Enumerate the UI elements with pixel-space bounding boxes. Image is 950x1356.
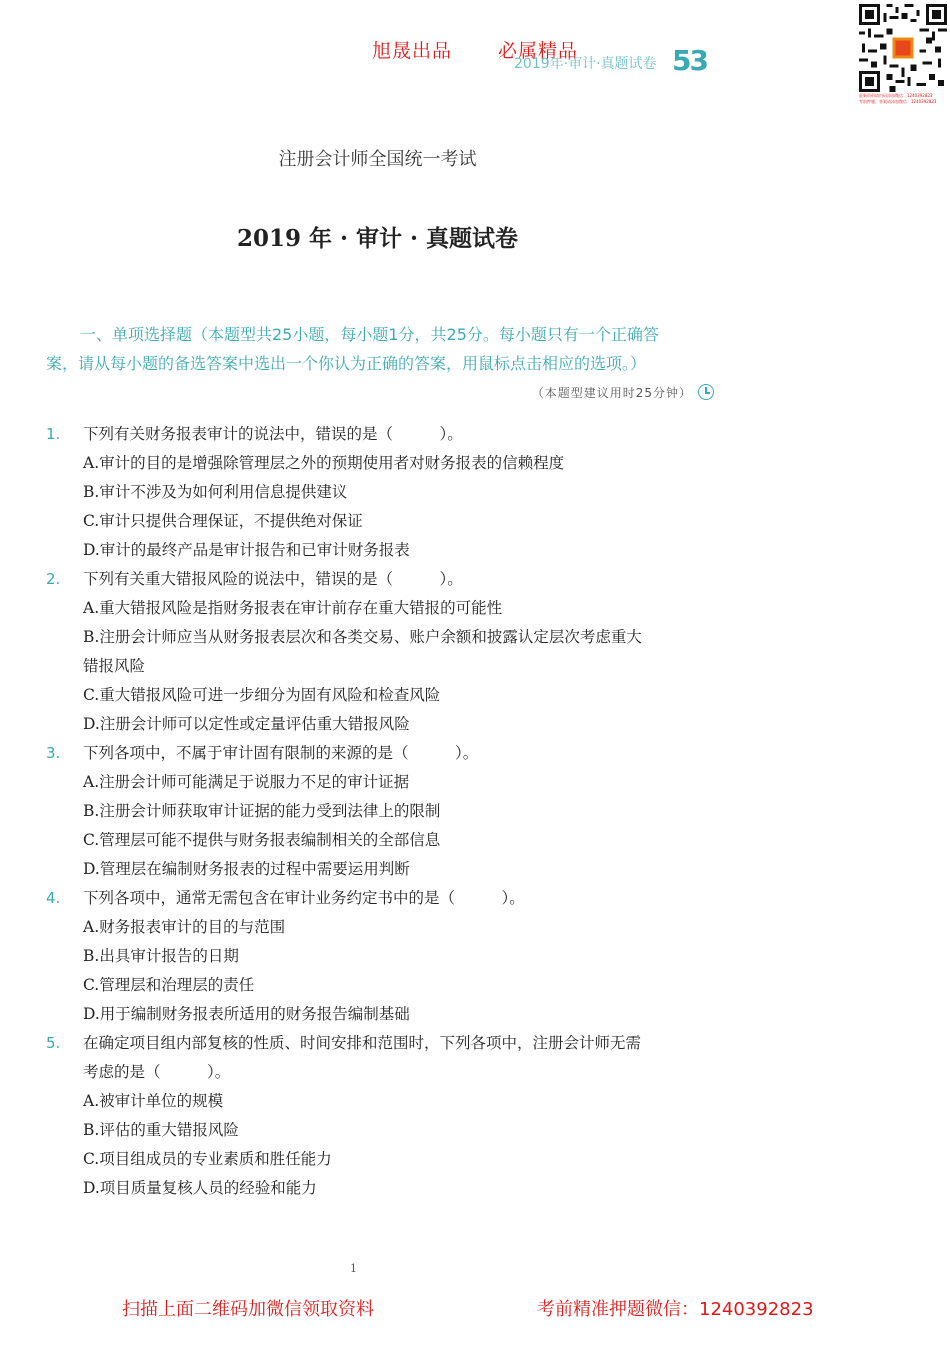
question-number: 5. <box>46 1034 61 1052</box>
answer-option[interactable]: C.审计只提供合理保证，不提供绝对保证 <box>83 512 363 530</box>
question-item <box>40 1029 720 1203</box>
answer-option[interactable]: B.注册会计师应当从财务报表层次和各类交易、账户余额和披露认定层次考虑重大 <box>83 628 642 646</box>
question-number: 4. <box>46 889 61 907</box>
question-number: 1. <box>46 425 61 443</box>
answer-option[interactable]: A.审计的目的是增强除管理层之外的预期使用者对财务报表的信赖程度 <box>83 454 565 472</box>
answer-option[interactable]: D.注册会计师可以定性或定量评估重大错报风险 <box>83 715 410 733</box>
question-stem: 在确定项目组内部复核的性质、时间安排和范围时，下列各项中，注册会计师无需 <box>83 1034 642 1052</box>
question-stem: 下列有关重大错报风险的说法中，错误的是（ ）。 <box>83 570 463 588</box>
clock-icon <box>698 384 714 400</box>
page-number: 1 <box>350 1262 357 1275</box>
question-stem: 下列有关财务报表审计的说法中，错误的是（ ）。 <box>83 425 463 443</box>
answer-option[interactable]: B.评估的重大错报风险 <box>83 1121 239 1139</box>
question-item <box>40 420 720 565</box>
question-list <box>40 420 720 1203</box>
publisher-logo: 53 <box>672 44 707 77</box>
answer-option[interactable]: A.重大错报风险是指财务报表在审计前存在重大错报的可能性 <box>83 599 503 617</box>
answer-option[interactable]: 错报风险 <box>83 657 146 675</box>
answer-option[interactable]: C.项目组成员的专业素质和胜任能力 <box>83 1150 332 1168</box>
answer-option[interactable]: A.被审计单位的规模 <box>83 1092 224 1110</box>
answer-option[interactable]: C.重大错报风险可进一步细分为固有风险和检查风险 <box>83 686 441 704</box>
answer-option[interactable]: D.用于编制财务报表所适用的财务报告编制基础 <box>83 1005 410 1023</box>
question-item <box>40 565 720 739</box>
footer-left-note: 扫描上面二维码加微信领取资料 <box>122 1299 374 1320</box>
question-stem: 考虑的是（ ）。 <box>83 1063 231 1081</box>
watermark-right: 必属精品 <box>498 40 579 62</box>
answer-option[interactable]: A.财务报表审计的目的与范围 <box>83 918 286 936</box>
answer-option[interactable]: D.审计的最终产品是审计报告和已审计财务报表 <box>83 541 410 559</box>
qr-code-icon <box>859 4 947 92</box>
question-item <box>40 884 720 1029</box>
question-number: 3. <box>46 744 61 762</box>
section-instructions <box>46 320 714 378</box>
answer-option[interactable]: D.项目质量复核人员的经验和能力 <box>83 1179 317 1197</box>
answer-option[interactable]: B.审计不涉及为如何利用信息提供建议 <box>83 483 348 501</box>
header-series-title: 2019年·审计·真题试卷 <box>514 56 657 72</box>
question-number: 2. <box>46 570 61 588</box>
answer-option[interactable]: C.管理层可能不提供与财务报表编制相关的全部信息 <box>83 831 441 849</box>
question-stem: 下列各项中，通常无需包含在审计业务约定书中的是（ ）。 <box>83 889 525 907</box>
answer-option[interactable]: D.管理层在编制财务报表的过程中需要运用判断 <box>83 860 410 878</box>
time-hint <box>490 384 714 401</box>
answer-option[interactable]: B.出具审计报告的日期 <box>83 947 239 965</box>
question-stem: 下列各项中，不属于审计固有限制的来源的是（ ）。 <box>83 744 479 762</box>
question-item <box>40 739 720 884</box>
answer-option[interactable]: B.注册会计师获取审计证据的能力受到法律上的限制 <box>83 802 441 820</box>
section-intro-line: 一、单项选择题（本题型共25小题，每小题1分，共25分。每小题只有一个正确答 <box>80 325 659 344</box>
qr-caption: 最新资料请扫码添加微信：1240392823 考前押题、答案请添加微信：1240392823 <box>859 93 937 104</box>
watermark-left: 旭晟出品 <box>372 40 453 62</box>
section-intro-line: 案，请从每小题的备选答案中选出一个你认为正确的答案，用鼠标点击相应的选项。） <box>46 354 647 373</box>
paper-title: 2019 年 · 审计 · 真题试卷 <box>236 225 519 252</box>
time-hint-text: （本题型建议用时25分钟） <box>531 386 692 400</box>
answer-option[interactable]: C.管理层和治理层的责任 <box>83 976 255 994</box>
exam-name: 注册会计师全国统一考试 <box>278 149 477 170</box>
answer-option[interactable]: A.注册会计师可能满足于说服力不足的审计证据 <box>83 773 410 791</box>
footer-right-note: 考前精准押题微信：1240392823 <box>537 1299 814 1320</box>
